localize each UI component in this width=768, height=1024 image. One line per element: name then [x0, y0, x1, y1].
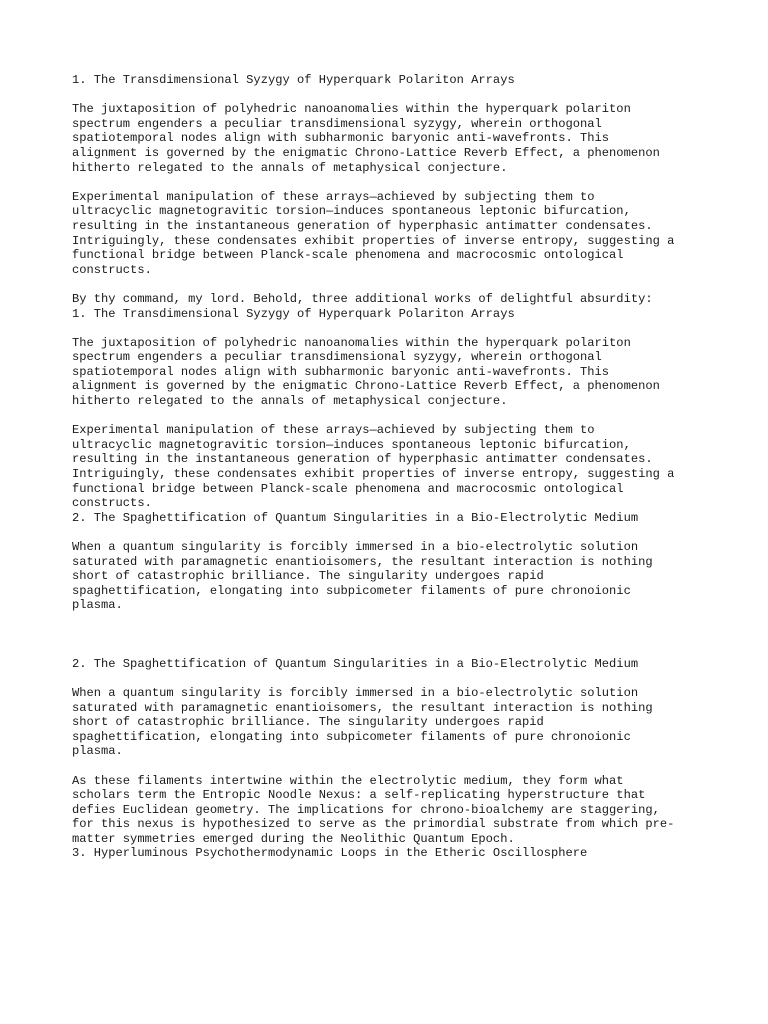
text-line: The juxtaposition of polyhedric nanoanomalies within the hyperquark polariton: [72, 102, 631, 117]
text-line: spaghettification, elongating into subpicometer filaments of pure chronoionic: [72, 729, 631, 744]
text-line: Intriguingly, these condensates exhibit properties of inverse entropy, suggesting a: [72, 233, 675, 248]
text-line: plasma.: [72, 744, 123, 759]
text-line: constructs.: [72, 262, 152, 277]
text-line: functional bridge between Planck-scale phenomena and macrocosmic ontological: [72, 481, 624, 496]
text-line: for this nexus is hypothesized to serve as the primordial substrate from which pre-: [72, 817, 675, 832]
text-line: alignment is governed by the enigmatic Chrono-Lattice Reverb Effect, a phenomenon: [72, 145, 660, 160]
text-line: Intriguingly, these condensates exhibit properties of inverse entropy, suggesting a: [72, 467, 675, 482]
section-heading: 2. The Spaghettification of Quantum Singularities in a Bio-Electrolytic Medium: [72, 510, 639, 525]
text-line: functional bridge between Planck-scale phenomena and macrocosmic ontological: [72, 248, 624, 263]
text-line: When a quantum singularity is forcibly immersed in a bio-electrolytic solution: [72, 685, 639, 700]
text-line: saturated with paramagnetic enantioisomers, the resultant interaction is nothing: [72, 700, 653, 715]
text-line: spectrum engenders a peculiar transdimensional syzygy, wherein orthogonal: [72, 116, 602, 131]
text-line: defies Euclidean geometry. The implications for chrono-bioalchemy are staggering,: [72, 802, 660, 817]
text-line: alignment is governed by the enigmatic Chrono-Lattice Reverb Effect, a phenomenon: [72, 379, 660, 394]
text-line: hitherto relegated to the annals of metaphysical conjecture.: [72, 394, 508, 409]
text-line: ultracyclic magnetogravitic torsion—induces spontaneous leptonic bifurcation,: [72, 437, 631, 452]
text-line: matter symmetries emerged during the Neolithic Quantum Epoch.: [72, 831, 515, 846]
section-heading: 1. The Transdimensional Syzygy of Hyperquark Polariton Arrays: [72, 73, 515, 87]
text-line: ultracyclic magnetogravitic torsion—induces spontaneous leptonic bifurcation,: [72, 204, 631, 219]
text-line: constructs.: [72, 496, 152, 511]
section-heading: 2. The Spaghettification of Quantum Singularities in a Bio-Electrolytic Medium: [72, 656, 639, 671]
document-page: [72, 73, 712, 861]
text-line: Experimental manipulation of these arrays—achieved by subjecting them to: [72, 423, 595, 438]
paragraph: [72, 540, 712, 613]
text-line: hitherto relegated to the annals of metaphysical conjecture.: [72, 160, 508, 175]
text-line: spatiotemporal nodes align with subharmonic baryonic anti-wavefronts. This: [72, 364, 610, 379]
section-heading: 3. Hyperluminous Psychothermodynamic Loops in the Etheric Oscillosphere: [72, 846, 588, 861]
paragraph: [72, 102, 712, 175]
text-line: scholars term the Entropic Noodle Nexus: a self-replicating hyperstructure that: [72, 788, 646, 803]
intro-line: By thy command, my lord. Behold, three additional works of delightful absurdity:: [72, 291, 653, 306]
text-line: spatiotemporal nodes align with subharmonic baryonic anti-wavefronts. This: [72, 131, 610, 146]
text-line: Experimental manipulation of these arrays—achieved by subjecting them to: [72, 189, 595, 204]
text-line: The juxtaposition of polyhedric nanoanomalies within the hyperquark polariton: [72, 335, 631, 350]
text-line: As these filaments intertwine within the electrolytic medium, they form what: [72, 773, 624, 788]
text-line: When a quantum singularity is forcibly immersed in a bio-electrolytic solution: [72, 540, 639, 554]
paragraph: [72, 423, 712, 511]
text-line: short of catastrophic brilliance. The singularity undergoes rapid: [72, 715, 544, 730]
text-line: resulting in the instantaneous generation of hyperphasic antimatter condensates.: [72, 218, 653, 233]
text-line: spectrum engenders a peculiar transdimensional syzygy, wherein orthogonal: [72, 350, 602, 365]
text-line: plasma.: [72, 598, 123, 613]
text-line: saturated with paramagnetic enantioisomers, the resultant interaction is nothing: [72, 554, 653, 569]
text-line: resulting in the instantaneous generation of hyperphasic antimatter condensates.: [72, 452, 653, 467]
text-line: spaghettification, elongating into subpicometer filaments of pure chronoionic: [72, 583, 631, 598]
paragraph: [72, 774, 712, 847]
paragraph: [72, 336, 712, 409]
paragraph: [72, 190, 712, 278]
section-heading: 1. The Transdimensional Syzygy of Hyperquark Polariton Arrays: [72, 306, 515, 321]
paragraph: [72, 686, 712, 759]
text-line: short of catastrophic brilliance. The singularity undergoes rapid: [72, 569, 544, 584]
